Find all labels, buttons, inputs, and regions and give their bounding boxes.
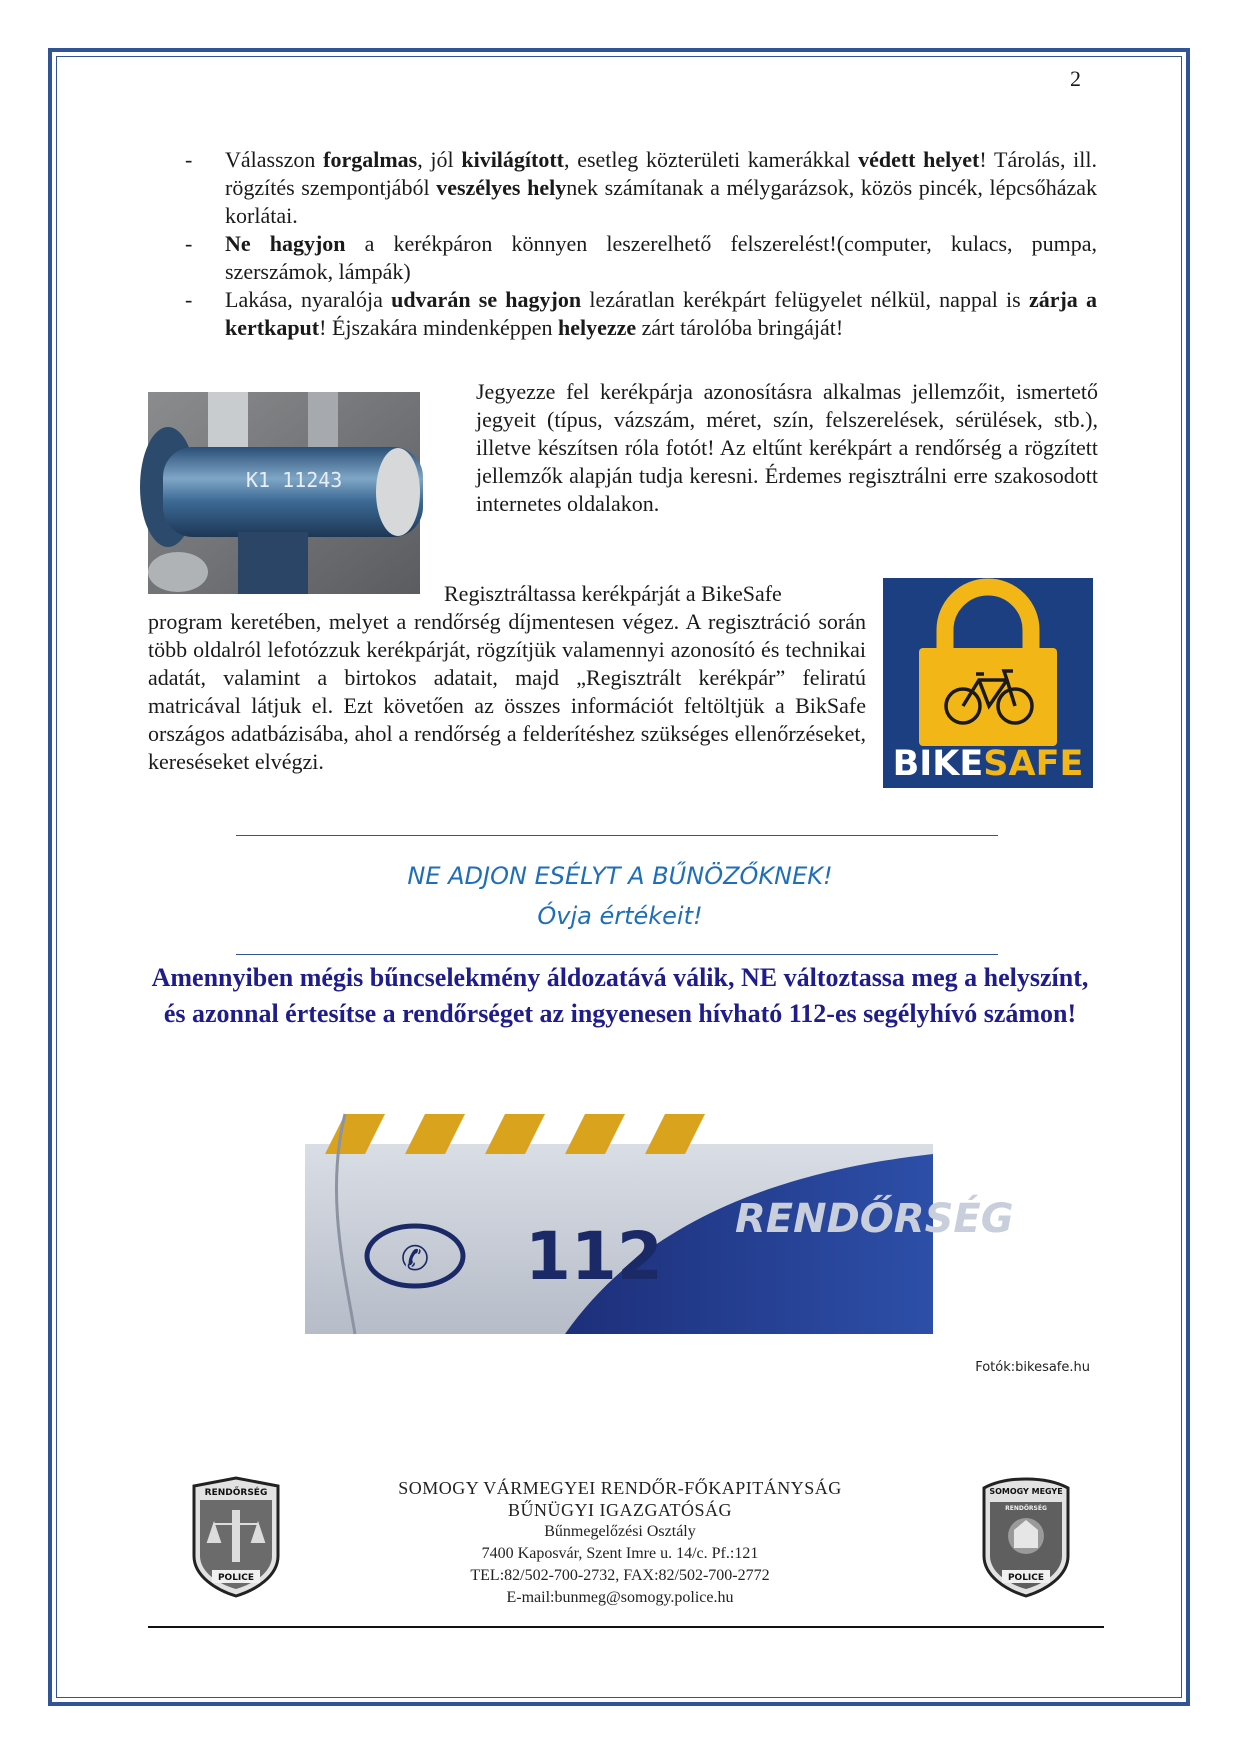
footer-org: SOMOGY VÁRMEGYEI RENDŐR-FŐKAPITÁNYSÁG (398, 1478, 842, 1498)
footer-address: 7400 Kaposvár, Szent Imre u. 14/c. Pf.:121 (481, 1545, 759, 1562)
bold-phrase: udvarán se hagyjon (391, 287, 582, 312)
text-segment: a kerékpáron könnyen leszerelhető felszerelést!(computer, kulacs, pumpa, szerszámok, lámpák) (225, 231, 1097, 284)
badge-left-top-text: RENDŐRSÉG (204, 1488, 268, 1498)
tips-list (185, 146, 1097, 342)
footer-rule (148, 1626, 1104, 1628)
identify-paragraph (476, 378, 1098, 518)
emergency-warning: Amennyiben mégis bűncselekmény áldozatává válik, NE változtassa meg a helyszínt, és azonnal értesítse a rendőrséget az ingyenesen hívható 112-es segélyhívó számon! (151, 963, 1089, 1028)
bikesafe-text: program keretében, melyet a rendőrség díjmentesen végez. A regisztráció során több oldalról lefotózzuk kerékpárját, rögzítjük valamennyi azonosító és technikai adatát, valamint a birtokos adatait, majd „Regisztrált kerékpár” feliratú matricával látjuk el. Ezt követően az összes információt feltöltjük a BikSafe országos adatbázisába, ahol a rendőrség a felderítéshez szükséges ellenőrzéseket, kereséseket elvégzi. (148, 609, 866, 774)
page-number: 2 (1070, 66, 1081, 91)
bold-phrase: zárja a kertkaput (225, 287, 1098, 340)
text-segment: Válasszon (225, 147, 324, 172)
badge-left-bottom-text: POLICE (217, 1573, 255, 1583)
footer-address-block (300, 1477, 940, 1609)
police-car-photo (305, 1114, 1014, 1334)
bold-phrase: Ne hagyjon (225, 231, 346, 256)
bold-phrase: védett helyet (858, 147, 980, 172)
list-item (185, 230, 1097, 286)
car-lettering: RENDŐRSÉG (735, 1196, 1014, 1242)
logo-text-safe: SAFE (983, 744, 1084, 784)
police-badge-right (976, 1476, 1076, 1598)
footer-phone: TEL:82/502-700-2732, FAX:82/502-700-2772 (470, 1567, 770, 1584)
footer-directorate: BŰNÜGYI IGAZGATÓSÁG (508, 1500, 732, 1520)
footer-email: E-mail:bunmeg@somogy.police.hu (506, 1589, 734, 1606)
text-segment: , esetleg közterületi kamerákkal (564, 147, 859, 172)
text-segment: ! Éjszakára mindenképpen (319, 315, 558, 340)
text-segment: lezáratlan kerékpárt felügyelet nélkül, nappal is (581, 287, 1029, 312)
list-item (185, 286, 1097, 342)
identify-text: Jegyezze fel kerékpárja azonosításra alkalmas jellemzőit, ismertető jegyeit (típus, vázszám, méret, szín, felszerelések, sérülések, stb.), illetve készítsen róla fotót! Az eltűnt kerékpárt a rendőrség a rögzített jellemzők alapján tudja keresni. Érdemes regisztrálni erre szakosodott internetes oldalakon. (476, 379, 1098, 516)
bikesafe-text-first-line: Regisztráltassa kerékpárját a BikeSafe (444, 581, 782, 606)
police-badge-left (186, 1476, 286, 1598)
text-segment: Lakása, nyaralója (225, 287, 392, 312)
badge-right-middle-text: RENDŐRSÉG (1005, 1505, 1047, 1512)
bold-phrase: helyezze (557, 315, 637, 340)
footer-department: Bűnmegelőzési Osztály (544, 1523, 696, 1540)
divider-bottom (236, 954, 998, 955)
bikesafe-logo (883, 578, 1093, 788)
svg-text:BIKESAFE (893, 744, 1084, 784)
bold-phrase: kivilágított (461, 147, 565, 172)
bikesafe-paragraph (148, 580, 866, 776)
logo-text-bike: BIKE (892, 744, 984, 784)
bold-phrase: forgalmas (323, 147, 418, 172)
divider-top (236, 835, 998, 836)
badge-right-top-text: SOMOGY MEGYE (989, 1487, 1063, 1496)
text-segment: ! Tárolás, ill. rögzítés szempontjából (225, 147, 1098, 200)
text-segment: nek számítanak a mélygarázsok, közös pincék, lépcsőházak korlátai. (225, 175, 1098, 228)
text-segment: zárt tárolóba bringáját! (636, 315, 844, 340)
slogan-headline: NE ADJON ESÉLYT A BŰNÖZŐKNEK! (407, 862, 833, 890)
text-segment: , jól (417, 147, 462, 172)
list-item (185, 146, 1097, 230)
slogan-subline: Óvja értékeit! (537, 902, 703, 930)
badge-right-bottom-text: POLICE (1007, 1573, 1045, 1583)
bike-frame-photo (148, 392, 420, 594)
car-emergency-number: 112 (525, 1218, 663, 1295)
photo-credit: Fotók:bikesafe.hu (975, 1360, 1090, 1375)
phone-icon: ✆ (400, 1239, 430, 1279)
frame-number-text: K1 11243 (246, 468, 343, 492)
bold-phrase: veszélyes hely (436, 175, 567, 200)
